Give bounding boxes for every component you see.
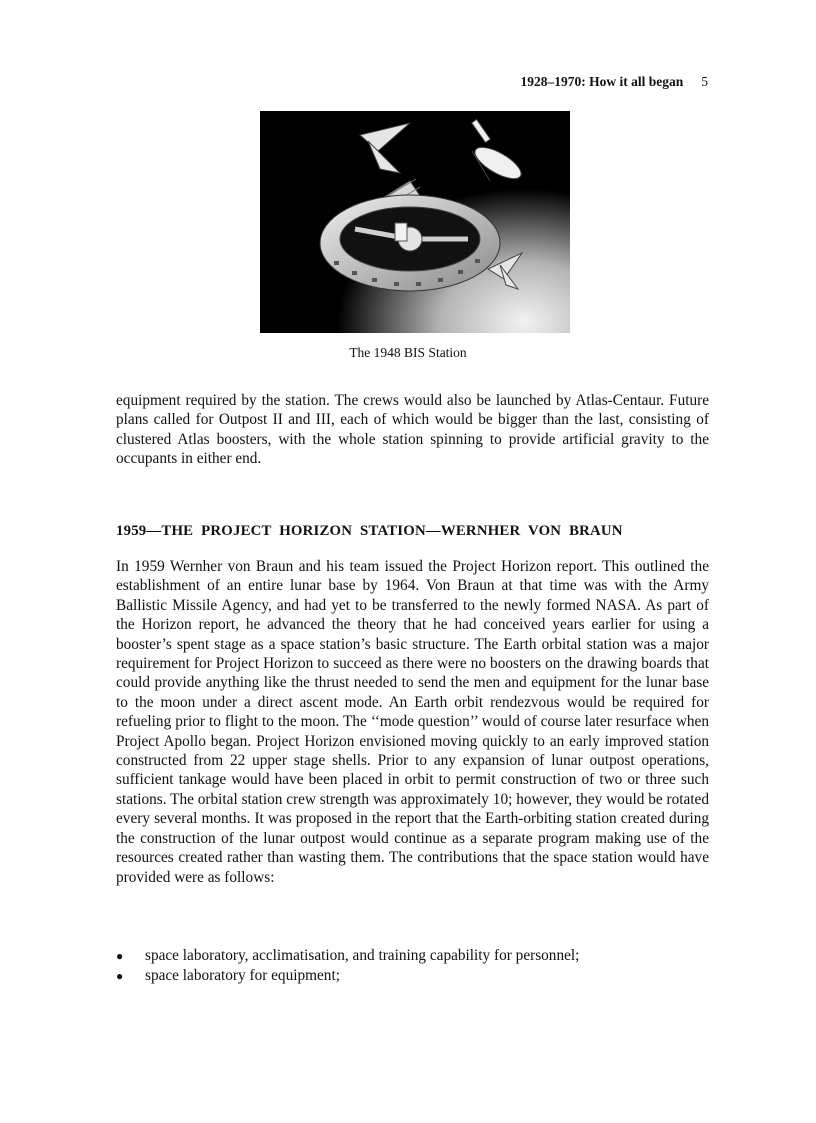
- bis-station-illustration: [260, 111, 570, 333]
- paragraph-project-horizon: In 1959 Wernher von Braun and his team issued the Project Horizon report. This outlined the establishment of an entire lunar base by 1964. Von Braun at that time was with the Army Ballistic Missile Agency, and had yet to be transferred to the newly formed NASA. As part of the Horizon report, he advanced the theory that he had conceived years earlier for using a booster’s spent stage as a space station’s basic structure. The Earth orbital station was a major requirement for Project Horizon to succeed as there were no boosters on the drawing boards that could provide anything like the thrust needed to send the men and equipment for the lunar base to the moon under a direct ascent mode. An Earth orbit rendezvous would be required for refueling prior to flight to the moon. The ‘‘mode question’’ would of course later resurface when Project Apollo began. Project Horizon envisioned moving quickly to an early improved station constructed from 22 upper stage shells. Prior to any expansion of lunar outpost operations, sufficient tankage would have been placed in orbit to permit construction of two or three such stations. The orbital station crew strength was approximately 10; however, they would be rotated every several months. It was proposed in the report that the Earth-orbiting station created during the construction of the lunar outpost would continue as a separate program making use of the resources created rather than wasting them. The contributions that the space station would have provided were as follows:: [116, 558, 709, 886]
- paragraph-continued: equipment required by the station. The crews would also be launched by Atlas-Centaur. Future plans called for Outpost II and III, each of which would be bigger than the last, consisting of clustered Atlas boosters, with the whole station spinning to provide artificial gravity to the occupants in either end.: [116, 392, 709, 468]
- bullet-icon: ●: [116, 969, 124, 984]
- bullet-icon: ●: [116, 949, 124, 963]
- list-item: [116, 946, 709, 966]
- running-header: [520, 74, 708, 90]
- list-item: [116, 966, 709, 986]
- page-number: 5: [701, 74, 708, 89]
- running-header-title: 1928–1970: How it all began: [520, 74, 684, 89]
- list-item-text: space laboratory, acclimatisation, and training capability for personnel;: [145, 947, 580, 964]
- section-heading: 1959—THE PROJECT HORIZON STATION—WERNHER VON BRAUN: [116, 523, 623, 539]
- list-item-text: space laboratory for equipment;: [145, 967, 340, 985]
- figure-caption: The 1948 BIS Station: [349, 345, 467, 360]
- contributions-list: [116, 946, 709, 987]
